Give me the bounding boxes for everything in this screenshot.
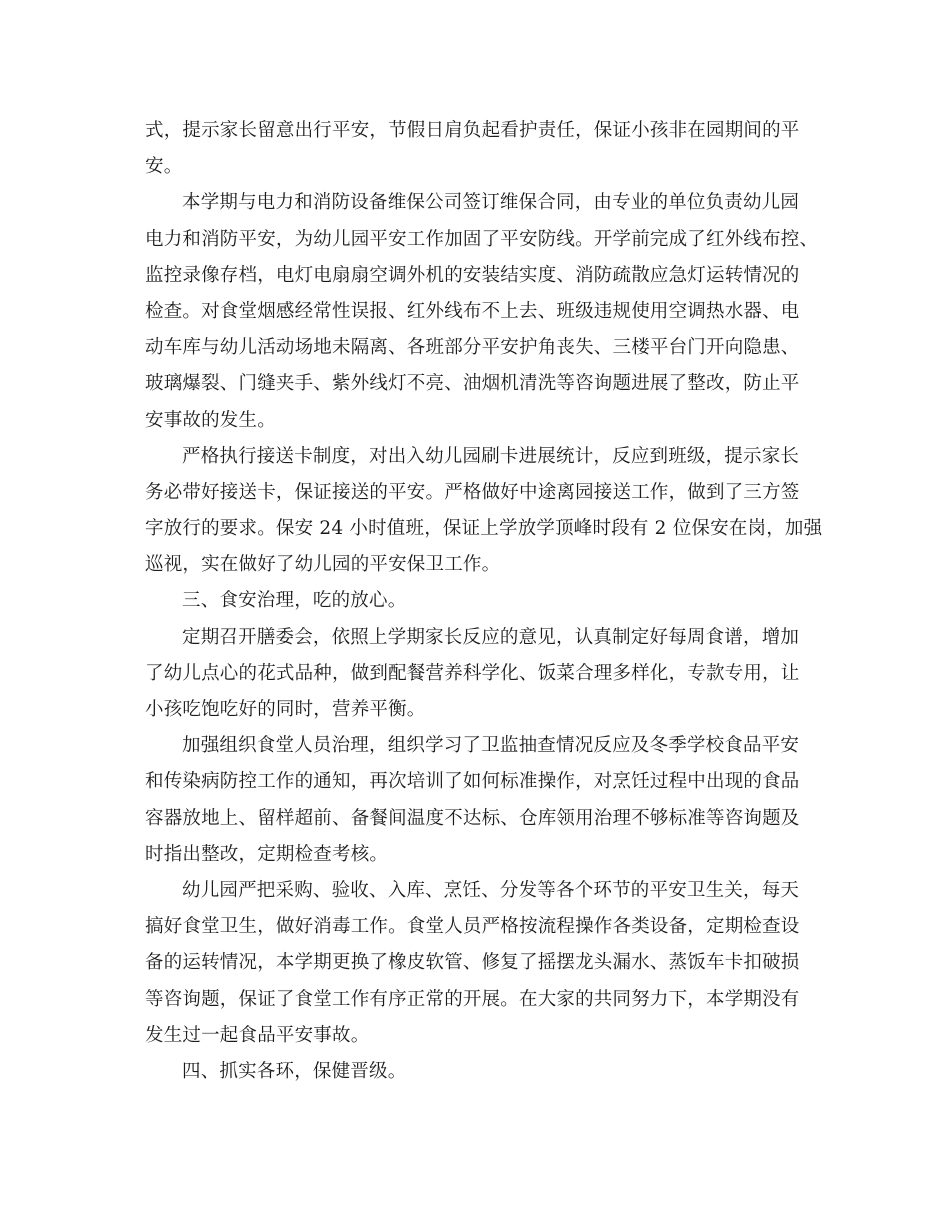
text-line: 等咨询题，保证了食堂工作有序正常的开展。在大家的共同努力下，本学期没有 [145,988,800,1010]
text-line: 三、食安治理，吃的放心。 [182,590,407,612]
text-line: 搞好食堂卫生，做好消毒工作。食堂人员严格按流程操作各类设备，定期检查设 [145,916,800,938]
text-line: 字放行的要求。保安 24 小时值班，保证上学放学顶峰时段有 2 位保安在岗，加强 [145,518,823,540]
text-line: 四、抓实各环，保健晋级。 [182,1060,407,1082]
text-line: 电力和消防平安，为幼儿园平安工作加固了平安防线。开学前完成了红外线布控、 [145,228,819,250]
text-line: 了幼儿点心的花式品种，做到配餐营养科学化、饭菜合理多样化，专款专用，让 [145,662,800,684]
text-line: 安。 [145,156,183,178]
text-line: 容器放地上、留样超前、备餐间温度不达标、仓库领用治理不够标准等咨询题及 [145,807,800,829]
text-line: 务必带好接送卡，保证接送的平安。严格做好中途离园接送工作，做到了三方签 [145,481,800,503]
text-line: 严格执行接送卡制度，对出入幼儿园刷卡进展统计，反应到班级，提示家长 [182,445,800,467]
text-line: 巡视，实在做好了幼儿园的平安保卫工作。 [145,554,501,576]
text-line: 玻璃爆裂、门缝夹手、紫外线灯不亮、油烟机清洗等咨询题进展了整改，防止平 [145,373,800,395]
text-line: 安事故的发生。 [145,409,276,431]
document-body [145,113,823,1090]
text-line: 发生过一起食品平安事故。 [145,1024,370,1046]
text-line: 动车库与幼儿活动场地未隔离、各班部分平安护角丧失、三楼平台门开向隐患、 [145,337,800,359]
text-line: 时指出整改，定期检查考核。 [145,843,389,865]
text-line: 检查。对食堂烟感经常性误报、红外线布不上去、班级违规使用空调热水器、电 [145,300,800,322]
text-line: 本学期与电力和消防设备维保公司签订维保合同，由专业的单位负责幼儿园 [182,192,800,214]
text-line: 和传染病防控工作的通知，再次培训了如何标准操作，对烹饪过程中出现的食品 [145,771,800,793]
text-line: 加强组织食堂人员治理，组织学习了卫监抽查情况反应及冬季学校食品平安 [182,735,800,757]
text-line: 备的运转情况，本学期更换了橡皮软管、修复了摇摆龙头漏水、蒸饭车卡扣破损 [145,952,800,974]
text-line: 定期召开膳委会，依照上学期家长反应的意见，认真制定好每周食谱，增加 [182,626,800,648]
text-line: 监控录像存档，电灯电扇扇空调外机的安装结实度、消防疏散应急灯运转情况的 [145,264,800,286]
text-line: 幼儿园严把采购、验收、入库、烹饪、分发等各个环节的平安卫生关，每天 [182,879,800,901]
text-line: 小孩吃饱吃好的同时，营养平衡。 [145,699,426,720]
text-line: 式，提示家长留意出行平安，节假日肩负起看护责任，保证小孩非在园期间的平 [145,120,800,141]
